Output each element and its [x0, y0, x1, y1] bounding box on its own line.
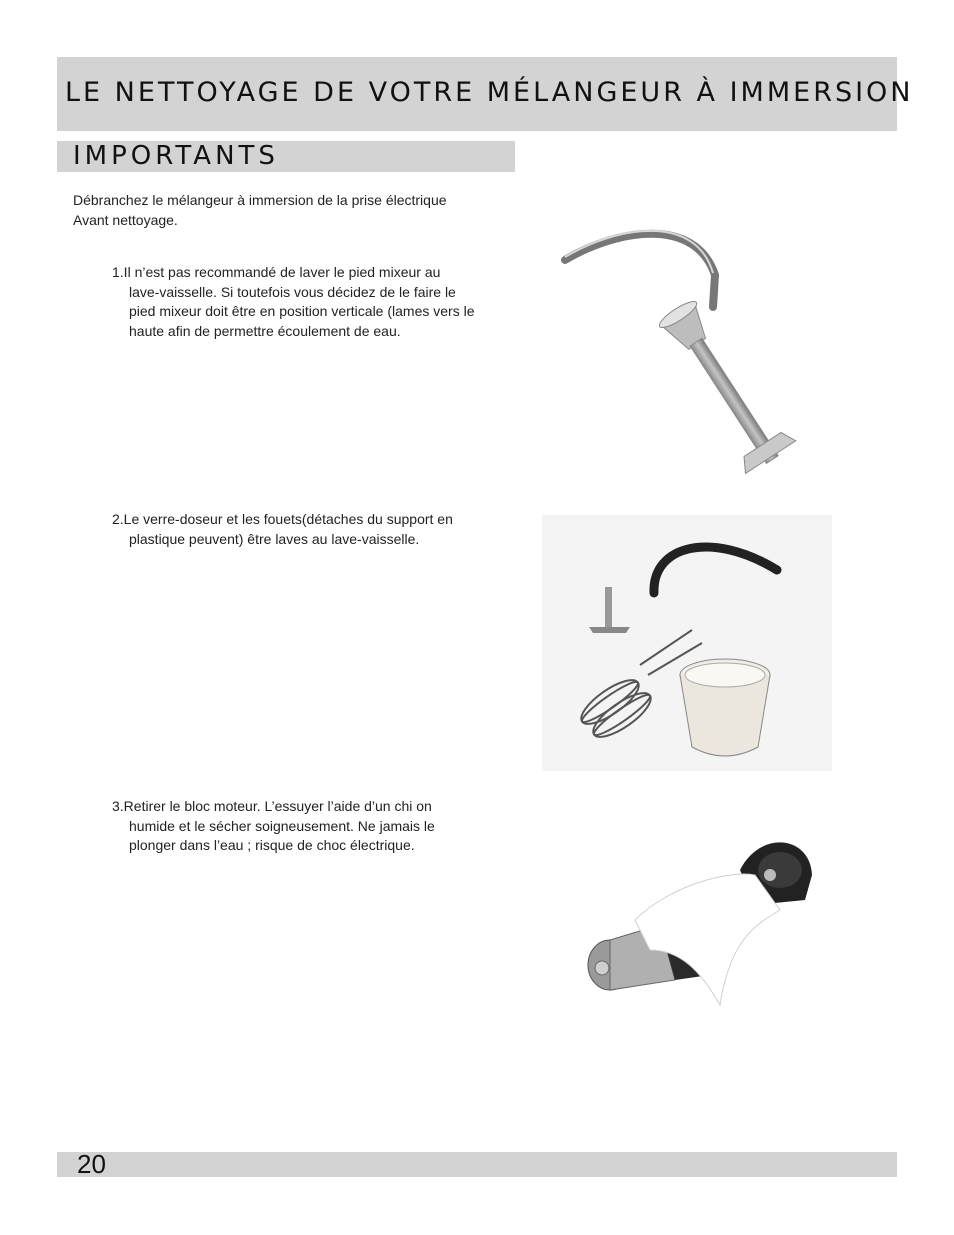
step-2-line: plastique peuvent) être laves au lave-vaisselle.	[129, 530, 420, 547]
section-title: IMPORTANTS	[73, 141, 279, 171]
intro-line: Avant nettoyage.	[73, 212, 178, 228]
accessories-illustration	[542, 515, 832, 771]
page-number: 20	[77, 1149, 106, 1179]
page-footer	[57, 1149, 897, 1179]
step-3-line: plonger dans l’eau ; risque de choc électrique.	[129, 837, 415, 853]
step-1-line: pied mixeur doit être en position verticale (lames vers le	[129, 303, 475, 319]
step-3-line: humide et le sécher soigneusement. Ne jamais le	[129, 817, 435, 834]
step-1-line: lave-vaisselle. Si toutefois vous décidez de le faire le	[129, 283, 456, 300]
step-2	[112, 510, 517, 549]
step-3	[112, 797, 517, 856]
step-2-line: 2.Le verre-doseur et les fouets(détaches du support en	[112, 511, 453, 527]
intro-line: Débranchez le mélangeur à immersion de la prise électrique	[73, 192, 447, 208]
page-title: LE NETTOYAGE DE VOTRE MÉLANGEUR À IMMERSION	[65, 77, 914, 108]
step-1	[112, 263, 517, 341]
step-1-line: haute afin de permettre écoulement de eau.	[129, 322, 401, 339]
motor-block-illustration	[580, 830, 830, 1010]
page-header	[57, 57, 914, 131]
blender-shaft-illustration	[555, 215, 865, 480]
step-1-line: 1.Il n’est pas recommandé de laver le pied mixeur au	[112, 264, 441, 280]
intro-paragraph	[73, 190, 523, 230]
section-header	[57, 141, 515, 172]
step-3-line: 3.Retirer le bloc moteur. L’essuyer l’aide d’un chi on	[112, 798, 432, 814]
